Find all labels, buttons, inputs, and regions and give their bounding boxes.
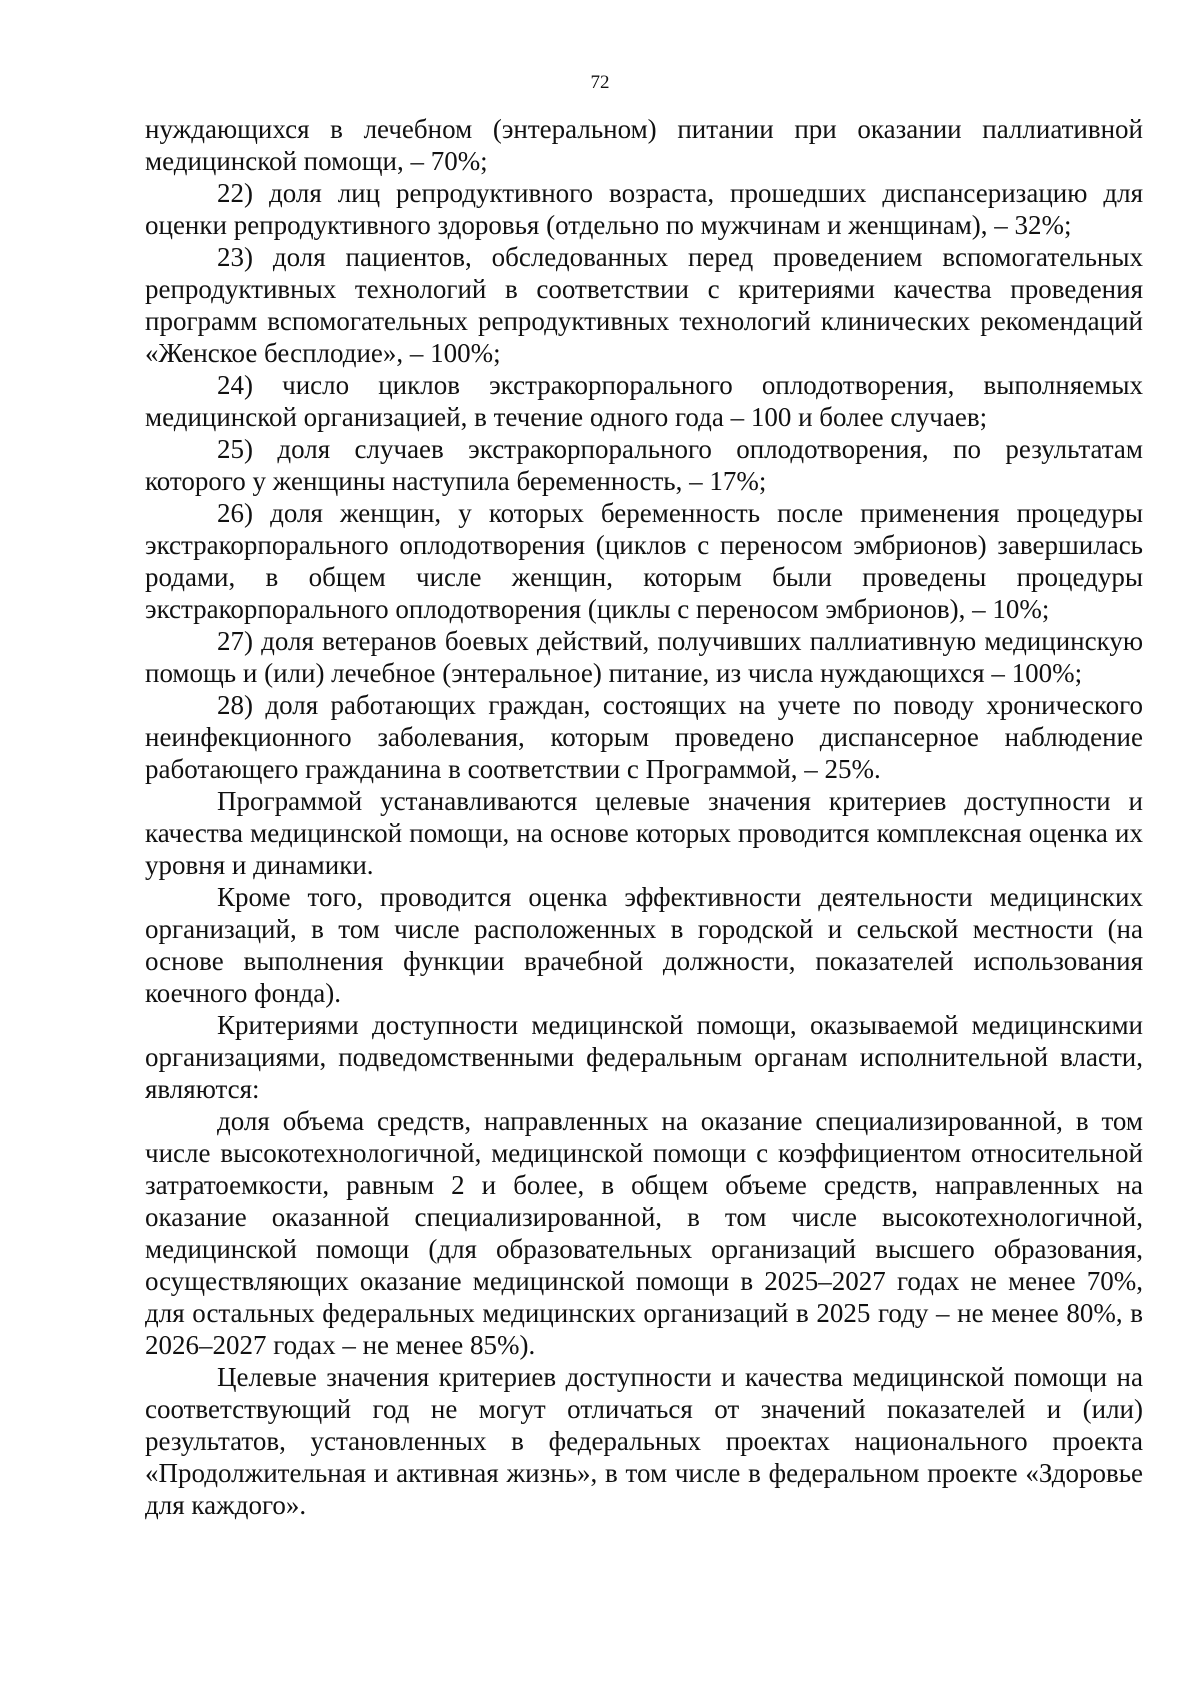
paragraph-target-values: Программой устанавливаются целевые значения критериев доступности и качества медицинской помощи, на основе которых проводится комплексная оценка их уровня и динамики. bbox=[145, 786, 1143, 880]
paragraph-efficiency-assessment: Кроме того, проводится оценка эффективности деятельности медицинских организаций, в том числе расположенных в городской и сельской местности (на основе выполнения функции врачебной должности, показателей использования коечного фонда). bbox=[145, 882, 1143, 1008]
paragraph-federal-projects: Целевые значения критериев доступности и качества медицинской помощи на соответствующий год не могут отличаться от значений показателей и (или) результатов, установленных в федеральных проектах национального проекта «Продолжительная и активная жизнь», в том числе в федеральном проекте «Здоровье для каждого». bbox=[145, 1362, 1143, 1520]
list-item-27: 27) доля ветеранов боевых действий, получивших паллиативную медицинскую помощь и (или) лечебное (энтеральное) питание, из числа нуждающихся – 100%; bbox=[145, 626, 1143, 688]
paragraph-accessibility-criteria: Критериями доступности медицинской помощи, оказываемой медицинскими организациями, подведомственными федеральным органам исполнительной власти, являются: bbox=[145, 1010, 1143, 1104]
list-item-28: 28) доля работающих граждан, состоящих на учете по поводу хронического неинфекционного заболевания, которым проведено диспансерное наблюдение работающего гражданина в соответствии с Программой, – 25%. bbox=[145, 690, 1143, 784]
page-number: 72 bbox=[590, 72, 610, 93]
document-body bbox=[145, 113, 1143, 1521]
list-item-24: 24) число циклов экстракорпорального оплодотворения, выполняемых медицинской организацией, в течение одного года – 100 и более случаев; bbox=[145, 370, 1143, 432]
list-item-22: 22) доля лиц репродуктивного возраста, прошедших диспансеризацию для оценки репродуктивного здоровья (отдельно по мужчинам и женщинам), – 32%; bbox=[145, 178, 1143, 240]
paragraph-funds-share: доля объема средств, направленных на оказание специализированной, в том числе высокотехнологичной, медицинской помощи с коэффициентом относительной затратоемкости, равным 2 и более, в общем объеме средств, направленных на оказание оказанной специализированной, в том числе высокотехнологичной, медицинской помощи (для образовательных организаций высшего образования, осуществляющих оказание медицинской помощи в 2025–2027 годах не менее 70%, для остальных федеральных медицинских организаций в 2025 году – не менее 80%, в 2026–2027 годах – не менее 85%). bbox=[145, 1106, 1143, 1360]
list-item-26: 26) доля женщин, у которых беременность после применения процедуры экстракорпорального оплодотворения (циклов с переносом эмбрионов) завершилась родами, в общем числе женщин, которым были проведены процедуры экстракорпорального оплодотворения (циклы с переносом эмбрионов), – 10%; bbox=[145, 498, 1143, 624]
paragraph-continuation: нуждающихся в лечебном (энтеральном) питании при оказании паллиативной медицинской помощи, – 70%; bbox=[145, 114, 1143, 176]
list-item-23: 23) доля пациентов, обследованных перед проведением вспомогательных репродуктивных технологий в соответствии с критериями качества проведения программ вспомогательных репродуктивных технологий клинических рекомендаций «Женское бесплодие», – 100%; bbox=[145, 242, 1143, 368]
list-item-25: 25) доля случаев экстракорпорального оплодотворения, по результатам которого у женщины наступила беременность, – 17%; bbox=[145, 434, 1143, 496]
